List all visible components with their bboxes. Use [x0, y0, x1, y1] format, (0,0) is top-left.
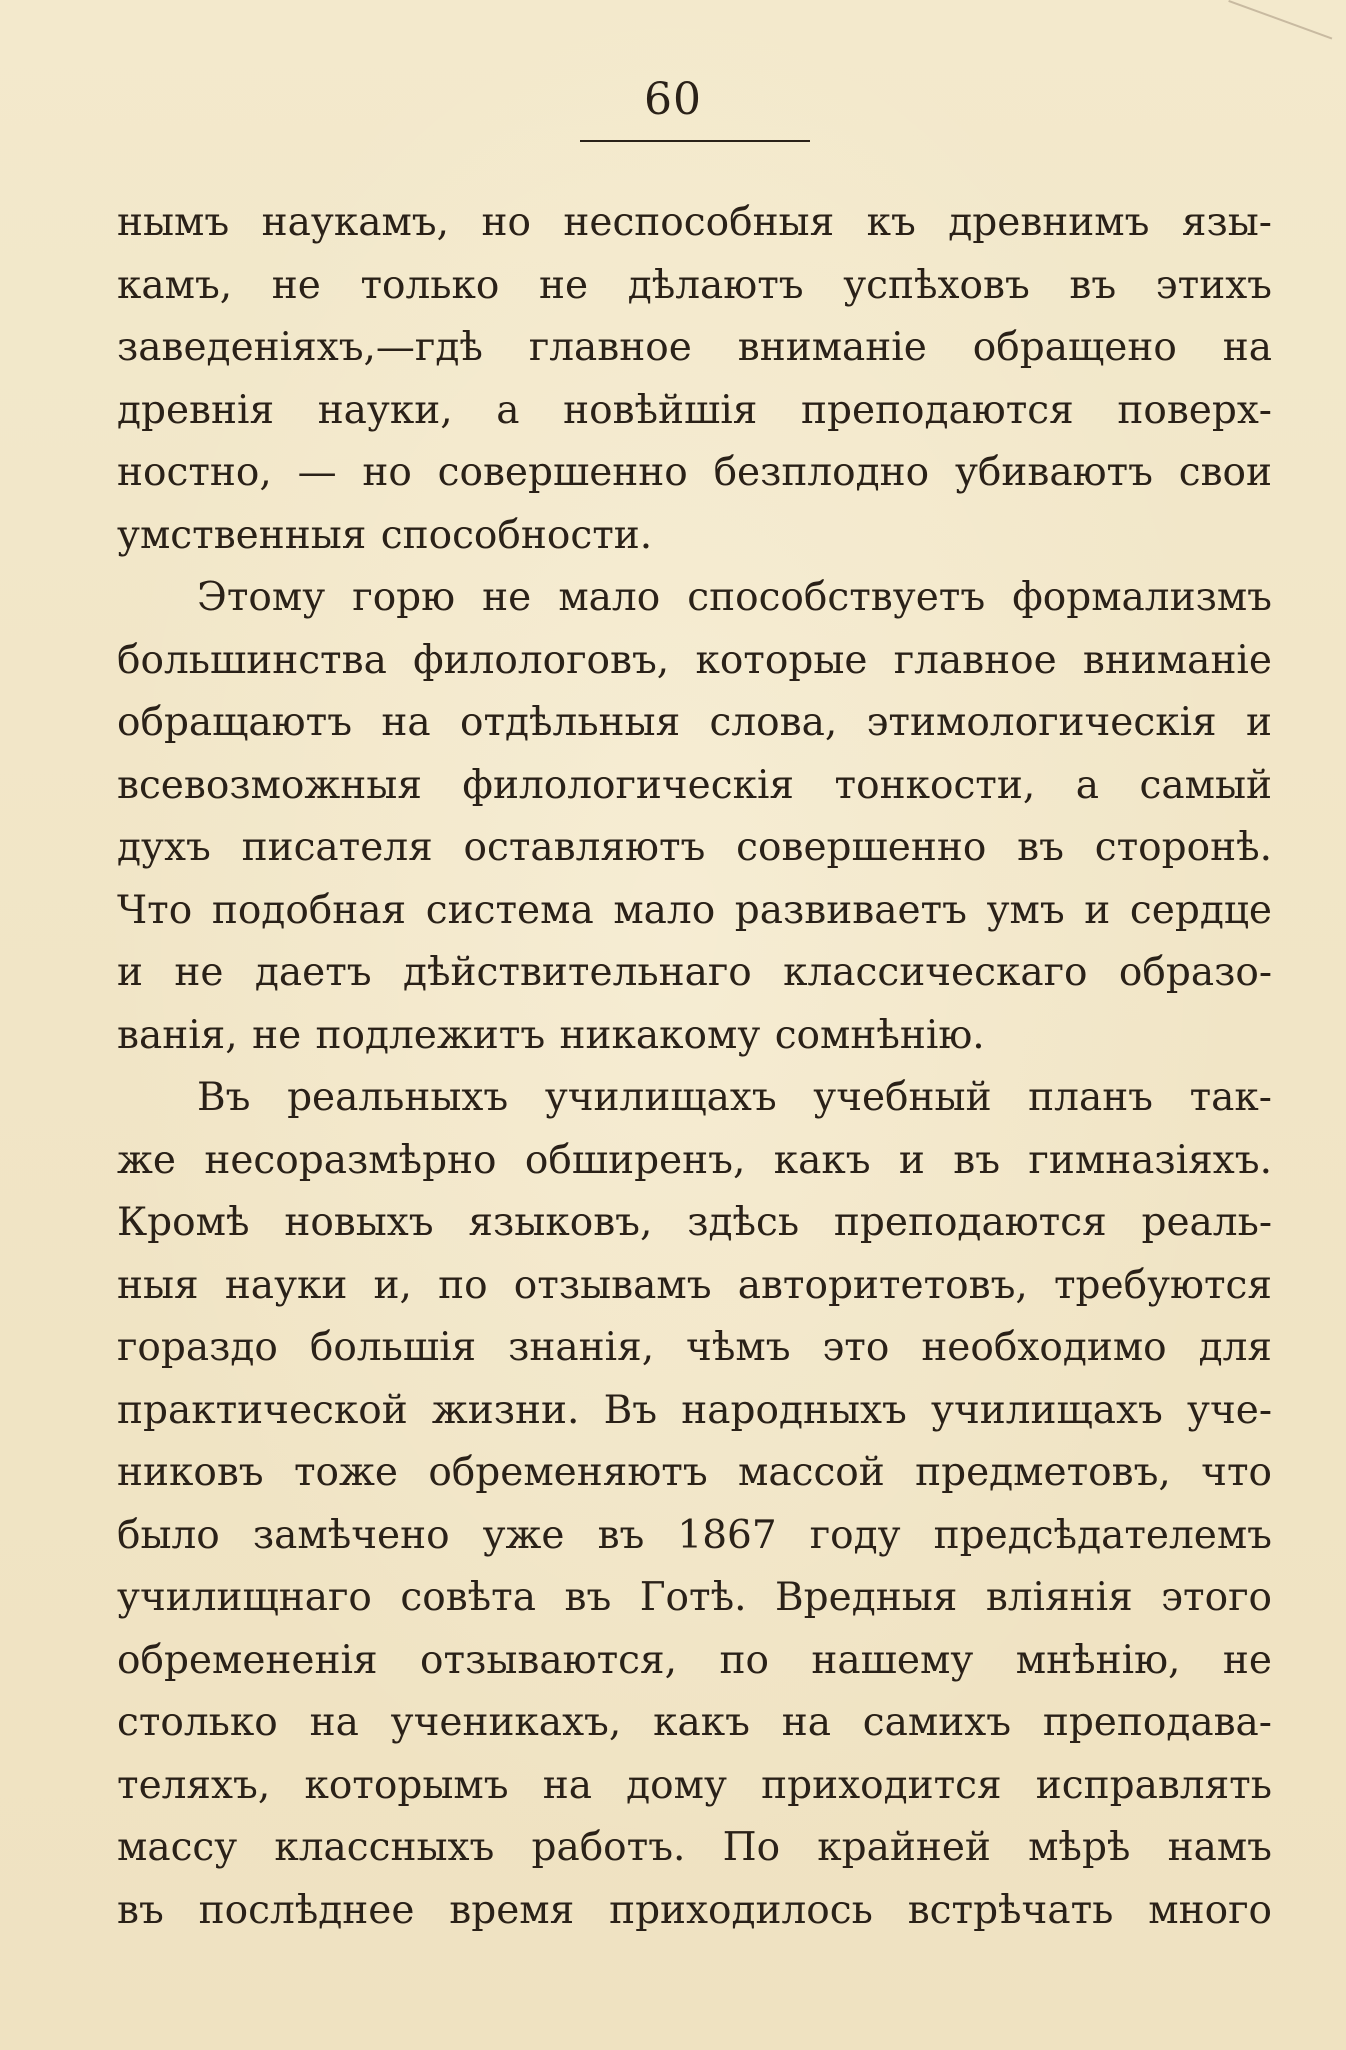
- text-line: и не даетъ дѣйствительнаго классическаго образо-: [117, 950, 1272, 995]
- text-line: ванія, не подлежитъ никакому сомнѣнію.: [117, 1012, 985, 1058]
- page-number: 60: [644, 74, 702, 125]
- text-line: всевозможныя филологическія тонкости, а самый: [117, 762, 1272, 808]
- text-line: заведеніяхъ,—гдѣ главное вниманіе обращено на: [117, 325, 1272, 370]
- text-line: массу классныхъ работъ. По крайней мѣрѣ намъ: [117, 1825, 1272, 1870]
- text-line: умственныя способности.: [117, 512, 653, 558]
- text-line: было замѣчено уже въ 1867 году предсѣдателемъ: [117, 1512, 1272, 1558]
- text-line: никовъ тоже обременяютъ массой предметовъ, что: [117, 1450, 1272, 1495]
- text-line: ностно, — но совершенно безплодно убиваютъ свои: [117, 450, 1272, 495]
- text-line: большинства филологовъ, которые главное вниманіе: [117, 637, 1272, 683]
- body-text: [117, 192, 1272, 1942]
- text-line: древнія науки, а новѣйшія преподаются поверх-: [117, 387, 1272, 433]
- text-line: въ послѣднее время приходилось встрѣчать много: [117, 1887, 1272, 1933]
- header-rule: [580, 140, 810, 142]
- text-line: практической жизни. Въ народныхъ училищахъ уче-: [117, 1387, 1272, 1433]
- text-line: обремененія отзываются, по нашему мнѣнію, не: [117, 1637, 1272, 1683]
- text-line: же несоразмѣрно обширенъ, какъ и въ гимназіяхъ.: [117, 1137, 1272, 1183]
- text-line: нымъ наукамъ, но неспособныя къ древнимъ язы-: [117, 200, 1272, 245]
- text-line: Кромѣ новыхъ языковъ, здѣсь преподаются реаль-: [117, 1200, 1272, 1245]
- text-line: Этому горю не мало способствуетъ формализмъ: [197, 575, 1272, 620]
- text-line: духъ писателя оставляютъ совершенно въ сторонѣ.: [117, 825, 1272, 870]
- text-line: камъ, не только не дѣлаютъ успѣховъ въ этихъ: [117, 262, 1272, 308]
- text-line: столько на ученикахъ, какъ на самихъ преподава-: [117, 1700, 1272, 1745]
- text-line: теляхъ, которымъ на дому приходится исправлять: [117, 1762, 1272, 1808]
- text-line: ныя науки и, по отзывамъ авторитетовъ, требуются: [117, 1262, 1272, 1308]
- text-line: гораздо большія знанія, чѣмъ это необходимо для: [117, 1325, 1272, 1370]
- text-line: Въ реальныхъ училищахъ учебный планъ так-: [197, 1075, 1272, 1120]
- page-corner-fold: [1228, 0, 1346, 39]
- text-line: училищнаго совѣта въ Готѣ. Вредныя вліянія этого: [117, 1575, 1272, 1620]
- text-line: обращаютъ на отдѣльныя слова, этимологическія и: [117, 700, 1272, 745]
- text-line: Что подобная система мало развиваетъ умъ и сердце: [117, 887, 1272, 933]
